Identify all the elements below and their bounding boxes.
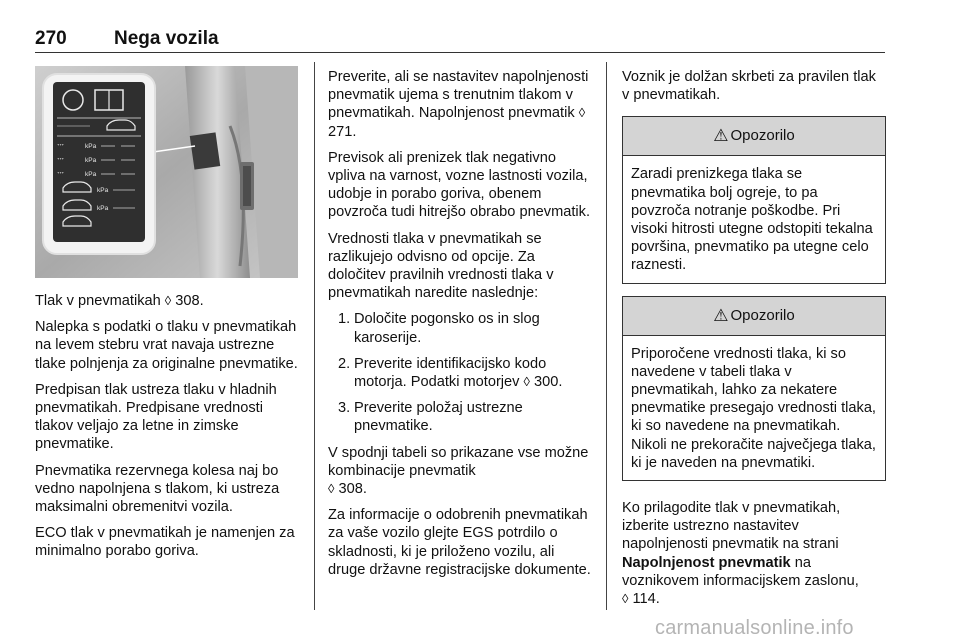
cross-reference-icon: ◊ [622,591,629,607]
paragraph-pressure-effects: Previsok ali prenizek tlak negativno vpliva na varnost, vozne lastnosti vozila, udobje in porabo goriva, obenem povzroča tudi hitrejšo obrabo pnevmatik. [328,149,591,221]
column-divider-2 [606,62,607,610]
paragraph-approved-tyres: Za informacije o odobrenih pnevmatikah za vaše vozilo glejte EGS potrdilo o skladnosti, ki je priloženo vozilu, ali druge državne registracijske dokumente. [328,507,591,578]
page-ref-114[interactable]: 114. [632,591,660,608]
chapter-title: Nega vozila [114,28,219,49]
warning-box-2 [622,296,886,481]
page-number: 270 [35,28,67,49]
paragraph-check-setting-text: Preverite, ali se nastavitev napolnjenosti pnevmatik ujema s trenutnim tlakom v pnevmatikah. Napolnjenost pnevmatik [328,69,589,122]
warning-triangle-icon: ⚠ [713,126,729,146]
paragraph-adjust-setting-tail: na voznikovem informacijskem zaslonu, [622,554,859,589]
paragraph-spare-wheel: Pnevmatika rezervnega kolesa naj bo vedno napolnjena s tlakom, ki ustreza maksimalni obremenitvi vozila. [35,462,280,516]
paragraph-table-combinations-text: V spodnji tabeli so prikazane vse možne kombinacije pnevmatik [328,444,589,479]
cross-reference-icon: ◊ [578,105,586,121]
paragraph-adjust-setting [622,499,886,608]
svg-text:ᐩᐩᐩ: ᐩᐩᐩ [57,158,65,164]
paragraph-table-combinations [328,444,592,499]
steps-list [328,310,592,435]
column-divider-1 [314,62,315,610]
label-unit-2: kPa [85,157,97,164]
list-item [328,355,592,391]
column-3 [622,68,886,616]
label-unit-4: kPa [97,187,109,194]
warning-title: Opozorilo [730,127,795,145]
warning-header [623,117,885,156]
list-item [328,310,592,346]
warning-title: Opozorilo [730,306,795,324]
cross-reference-icon: ◊ [328,481,335,497]
caption-text: Tlak v pnevmatikah [35,293,161,309]
list-item [328,399,592,435]
label-unit-3: kPa [85,171,97,178]
paragraph-pressure-values: Vrednosti tlaka v pnevmatikah se razlikujejo odvisno od opcije. Za določitev pravilnih vrednosti tlaka v pnevmatikah naredite naslednje: [328,230,554,302]
warning-box-1 [622,116,886,283]
menu-name-tyre-load: Napolnjenost pnevmatik [622,554,791,571]
paragraph-check-setting [328,68,592,141]
cross-reference-icon: ◊ [523,374,530,390]
step-text: Preverite identifikacijsko kodo motorja. Podatki motorjev [354,355,547,391]
warning-text: Zaradi prenizkega tlaka se pnevmatika bolj ogreje, to pa povzroča notranje poškodbe. Pri visoki hitrosti utegne odstopiti tekalna površina, pnevmatiko pa utegne celo raznesti. [631,166,873,274]
step-text: Preverite položaj ustrezne pnevmatike. [354,400,523,435]
tyre-pressure-label-illustration [35,66,298,278]
tyre-pressure-label-figure [35,66,298,278]
column-1 [35,292,299,569]
paragraph-cold-tyres: Predpisan tlak ustreza tlaku v hladnih pnevmatikah. Predpisane vrednosti tlakov veljajo za letne in zimske pnevmatike. [35,381,277,453]
watermark: carmanualsonline.info [655,617,854,639]
column-2 [328,68,592,587]
paragraph-label-location: Nalepka s podatki o tlaku v pnevmatikah na levem stebru vrat navaja ustrezne tlake polnjenja za originalne pnevmatike. [35,319,298,372]
paragraph-driver-responsibility: Voznik je dolžan skrbeti za pravilen tlak v pnevmatikah. [622,69,876,104]
header-divider [35,52,885,53]
page-ref-271[interactable]: 271. [328,123,357,140]
step-number: 3. [338,400,351,417]
warning-triangle-icon: ⚠ [713,305,729,325]
cross-reference-icon: ◊ [164,293,172,308]
step-text: Določite pogonsko os in slog karoserije. [354,311,540,346]
caption-page-ref[interactable]: 308. [175,293,204,309]
paragraph-adjust-setting-text: Ko prilagodite tlak v pnevmatikah, izberite ustrezno nastavitev napolnjenosti pnevmatik na strani [622,500,841,553]
page-header [35,28,885,54]
page-ref-308[interactable]: 308. [338,481,367,498]
label-unit-5: kPa [97,205,109,212]
warning-header [623,297,885,336]
label-unit-1: kPa [85,143,97,150]
step-number: 2. [338,355,351,372]
svg-text:ᐩᐩᐩ: ᐩᐩᐩ [57,144,65,150]
step-number: 1. [338,311,351,328]
warning-text: Priporočene vrednosti tlaka, ki so navedene v tabeli tlaka v pnevmatikah, lahko za nekatere pnevmatike presegajo vrednosti tlaka, ki so navedene na pnevmatikah. Nikoli ne prekoračite največjega tlaka, ki je naveden na pnevmatiki. [631,345,876,471]
paragraph-eco-pressure: ECO tlak v pnevmatikah je namenjen za minimalno porabo goriva. [35,525,295,560]
figure-caption [35,292,299,310]
svg-text:ᐩᐩᐩ: ᐩᐩᐩ [57,172,65,178]
page-ref-300[interactable]: 300. [534,374,563,391]
